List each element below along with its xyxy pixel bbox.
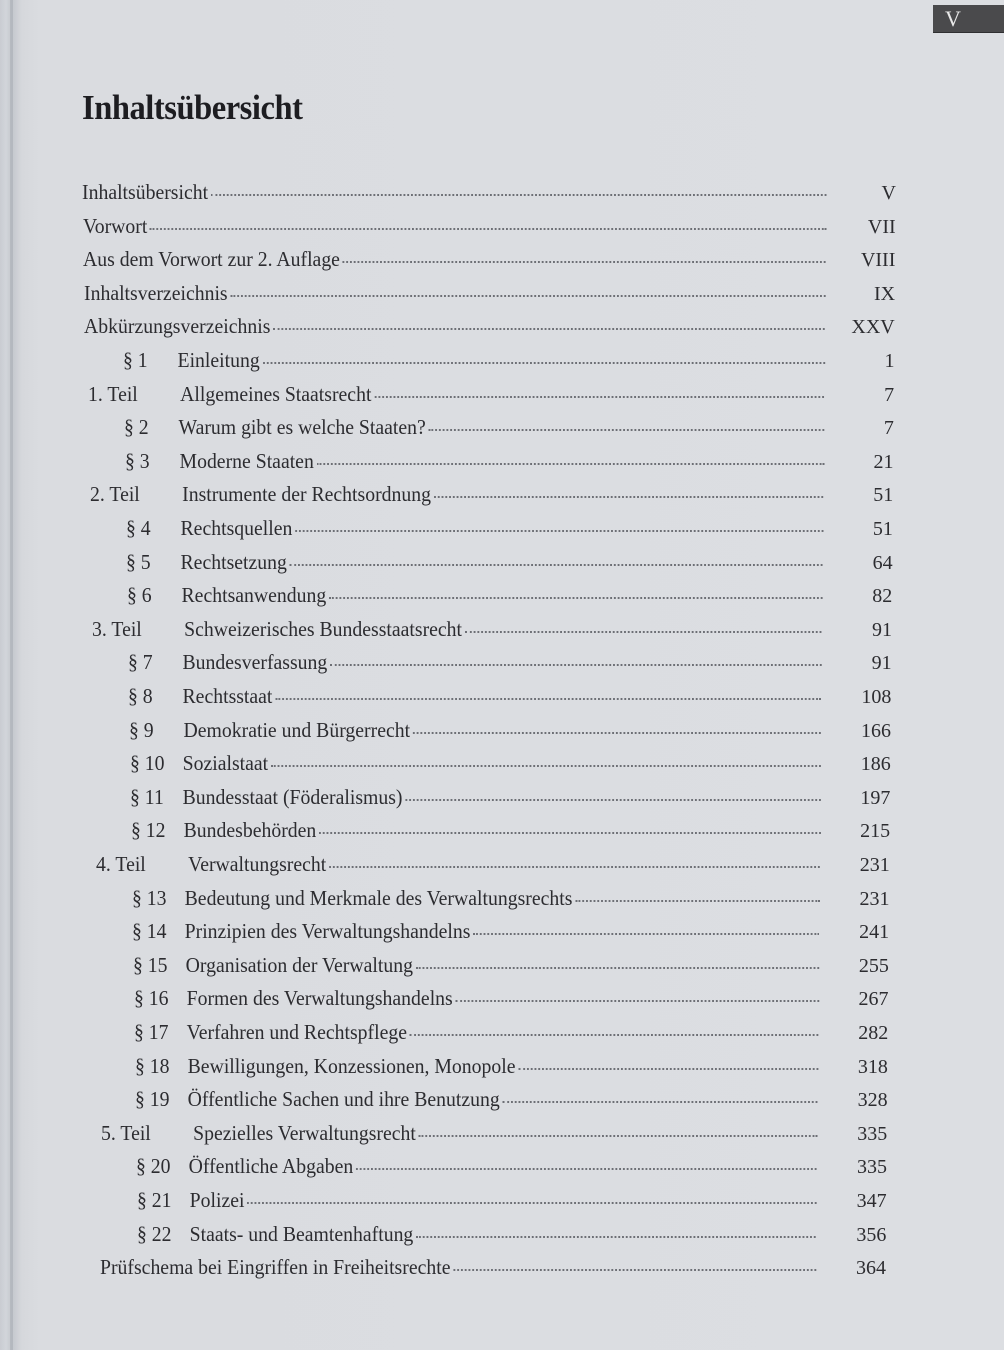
dotted-leader bbox=[150, 227, 826, 230]
toc-entry-title: Spezielles Verwaltungsrecht bbox=[192, 1120, 416, 1145]
toc-page-number: 267 bbox=[858, 988, 889, 1011]
dotted-leader bbox=[276, 697, 822, 700]
toc-entry[interactable] bbox=[100, 1255, 820, 1285]
toc-page-number: 335 bbox=[856, 1156, 887, 1179]
toc-part-entry[interactable] bbox=[92, 617, 826, 647]
toc-entry-number: § 21 bbox=[136, 1188, 172, 1212]
toc-entry-number: § 4 bbox=[125, 516, 151, 540]
dotted-leader bbox=[418, 1134, 817, 1137]
toc-page-number: XXV bbox=[851, 316, 895, 339]
toc-entry-title: Verfahren und Rechtspflege bbox=[186, 1020, 408, 1044]
toc-section-entry[interactable] bbox=[133, 953, 823, 983]
toc-page-number: 255 bbox=[858, 954, 889, 977]
toc-section-entry[interactable] bbox=[124, 415, 828, 445]
toc-entry-title: Instrumente der Rechtsordnung bbox=[182, 482, 432, 507]
dotted-leader bbox=[575, 899, 820, 902]
toc-entry-number: § 14 bbox=[132, 919, 167, 944]
toc-entry-title: Demokratie und Bürgerrecht bbox=[183, 717, 411, 742]
toc-entry-title: Rechtsanwendung bbox=[181, 583, 327, 608]
toc-entry-title: Bundesverfassung bbox=[182, 650, 328, 675]
toc-entry-title: Polizei bbox=[189, 1188, 245, 1212]
toc-page-number: 328 bbox=[857, 1089, 888, 1112]
toc-entry[interactable] bbox=[84, 314, 828, 344]
page-number: V bbox=[945, 6, 961, 31]
toc-section-entry[interactable] bbox=[128, 684, 825, 714]
dotted-leader bbox=[330, 663, 822, 666]
toc-part-entry[interactable] bbox=[96, 852, 823, 882]
toc-section-entry[interactable] bbox=[135, 1087, 821, 1117]
toc-page-number: 51 bbox=[872, 518, 893, 540]
toc-entry-title: Aus dem Vorwort zur 2. Auflage bbox=[83, 247, 341, 272]
toc-entry-title: Allgemeines Staatsrecht bbox=[180, 381, 372, 406]
toc-entry-title: Prinzipien des Verwaltungshandelns bbox=[185, 919, 471, 944]
dotted-leader bbox=[247, 1201, 817, 1204]
dotted-leader bbox=[262, 361, 824, 364]
toc-section-entry[interactable] bbox=[129, 718, 825, 748]
dotted-leader bbox=[343, 260, 826, 263]
page-title: Inhaltsübersicht bbox=[82, 88, 303, 127]
toc-entry-number: § 19 bbox=[135, 1087, 170, 1112]
dotted-leader bbox=[474, 932, 820, 935]
toc-entry-number: 1. Teil bbox=[88, 381, 139, 406]
toc-part-entry[interactable] bbox=[90, 482, 827, 512]
dotted-leader bbox=[316, 462, 824, 465]
toc-entry[interactable] bbox=[83, 214, 830, 244]
toc-page-number: 82 bbox=[872, 585, 893, 608]
dotted-leader bbox=[211, 193, 826, 196]
toc-entry-title: Inhaltsübersicht bbox=[82, 180, 209, 204]
toc-entry-number: § 11 bbox=[130, 784, 164, 809]
toc-entry-title: Rechtsstaat bbox=[182, 684, 273, 708]
toc-section-entry[interactable] bbox=[134, 1020, 822, 1050]
toc-entry-number: § 6 bbox=[126, 583, 152, 608]
toc-entry-number: § 8 bbox=[128, 684, 154, 708]
toc-entry-number: § 5 bbox=[126, 549, 151, 574]
dotted-leader bbox=[410, 1033, 819, 1036]
toc-page-number: 241 bbox=[859, 921, 890, 944]
toc-section-entry[interactable] bbox=[132, 919, 823, 949]
toc-page-number: V bbox=[881, 182, 896, 204]
toc-entry-number: § 9 bbox=[129, 717, 154, 742]
dotted-leader bbox=[455, 999, 819, 1002]
toc-entry-number: § 7 bbox=[127, 650, 153, 675]
dotted-leader bbox=[413, 731, 821, 734]
toc-page-number: IX bbox=[873, 282, 896, 305]
toc-entry-number: § 10 bbox=[129, 751, 165, 776]
toc-page-number: VIII bbox=[860, 249, 896, 272]
toc-page-number: 282 bbox=[858, 1022, 889, 1044]
toc-section-entry[interactable] bbox=[130, 751, 825, 781]
toc-page-number: 231 bbox=[859, 887, 890, 910]
toc-entry-title: Bundesbehörden bbox=[183, 818, 316, 843]
toc-page-number: 1 bbox=[884, 350, 895, 372]
dotted-leader bbox=[273, 327, 825, 330]
toc-section-entry[interactable] bbox=[137, 1188, 821, 1218]
toc-entry-title: Inhaltsverzeichnis bbox=[83, 280, 228, 305]
dotted-leader bbox=[518, 1067, 818, 1070]
toc-entry-title: Staats- und Beamtenhaftung bbox=[190, 1221, 414, 1246]
toc-entry-number: § 3 bbox=[124, 448, 150, 473]
toc-page-number: 364 bbox=[856, 1257, 886, 1280]
toc-entry-title: Schweizerisches Bundesstaatsrecht bbox=[184, 616, 463, 641]
toc-page-number: 166 bbox=[861, 719, 891, 742]
toc-page-number: 64 bbox=[872, 551, 893, 574]
toc-page-number: 91 bbox=[871, 618, 892, 641]
toc-entry-number: 2. Teil bbox=[90, 482, 140, 507]
toc-entry-number: 4. Teil bbox=[96, 852, 147, 876]
toc-page-number: 347 bbox=[856, 1190, 887, 1212]
toc-section-entry[interactable] bbox=[130, 785, 824, 815]
toc-entry[interactable] bbox=[83, 247, 829, 277]
toc-entry-title: Öffentliche Abgaben bbox=[188, 1154, 354, 1179]
toc-entry-number: 5. Teil bbox=[100, 1120, 151, 1145]
toc-page-number: 7 bbox=[884, 383, 895, 406]
toc-section-entry[interactable] bbox=[134, 986, 823, 1016]
toc-section-entry[interactable] bbox=[123, 348, 829, 378]
page-number-tab bbox=[933, 5, 1004, 32]
toc-entry-title: Rechtsetzung bbox=[180, 549, 288, 574]
toc-section-entry[interactable] bbox=[128, 650, 826, 680]
toc-entry-number: § 22 bbox=[137, 1221, 172, 1246]
dotted-leader bbox=[329, 865, 820, 868]
toc-section-entry[interactable] bbox=[135, 1054, 822, 1084]
toc-section-entry[interactable] bbox=[125, 449, 828, 479]
toc-entry-title: Rechtsquellen bbox=[180, 516, 292, 540]
toc-entry-number: § 17 bbox=[134, 1020, 169, 1044]
toc-section-entry[interactable] bbox=[126, 516, 827, 546]
toc-entry-number: § 18 bbox=[134, 1053, 170, 1078]
toc-section-entry[interactable] bbox=[137, 1222, 820, 1252]
toc-entry-number: § 20 bbox=[136, 1154, 171, 1179]
toc-page-number: VII bbox=[867, 215, 896, 238]
dotted-leader bbox=[503, 1100, 818, 1103]
dotted-leader bbox=[405, 798, 820, 801]
toc-entry-number: § 13 bbox=[131, 885, 167, 910]
toc-page-number: 51 bbox=[873, 484, 894, 507]
toc-entry-number: § 1 bbox=[122, 348, 148, 372]
dotted-leader bbox=[329, 596, 823, 599]
toc-entry-title: Vorwort bbox=[82, 213, 147, 238]
dotted-leader bbox=[295, 529, 823, 532]
toc-entry-title: Bedeutung und Merkmale des Verwaltungsrechts bbox=[184, 885, 573, 910]
toc-entry-title: Öffentliche Sachen und ihre Benutzung bbox=[187, 1087, 500, 1112]
toc-page-number: 231 bbox=[859, 854, 890, 876]
toc-page-number: 21 bbox=[873, 450, 894, 473]
toc-page-number: 91 bbox=[871, 652, 892, 675]
toc-part-entry[interactable] bbox=[88, 382, 828, 412]
toc-entry-title: Abkürzungsverzeichnis bbox=[84, 314, 271, 339]
dotted-leader bbox=[429, 428, 825, 431]
page-gutter-shadow bbox=[10, 0, 13, 1350]
toc-entry-title: Bewilligungen, Konzessionen, Monopole bbox=[187, 1053, 516, 1078]
dotted-leader bbox=[271, 764, 821, 767]
toc-page-number: 197 bbox=[860, 786, 891, 809]
toc-page-number: 186 bbox=[860, 753, 891, 776]
dotted-leader bbox=[230, 294, 825, 297]
dotted-leader bbox=[434, 495, 824, 498]
toc-section-entry[interactable] bbox=[127, 583, 826, 613]
toc-entry-number: 3. Teil bbox=[92, 616, 143, 641]
toc-entry-title: Einleitung bbox=[177, 348, 260, 372]
dotted-leader bbox=[375, 395, 825, 398]
toc-section-entry[interactable] bbox=[131, 818, 824, 848]
toc-page-number: 335 bbox=[857, 1122, 888, 1145]
toc-part-entry[interactable] bbox=[101, 1121, 821, 1151]
toc-section-entry[interactable] bbox=[132, 886, 824, 916]
toc-entry-title: Moderne Staaten bbox=[179, 448, 314, 473]
toc-entry-title: Verwaltungsrecht bbox=[188, 852, 327, 876]
dotted-leader bbox=[319, 831, 820, 834]
toc-page-number: 108 bbox=[861, 686, 892, 708]
toc-entry-title: Prüfschema bei Eingriffen in Freiheitsrechte bbox=[100, 1255, 451, 1280]
toc-page-number: 356 bbox=[856, 1223, 887, 1246]
dotted-leader bbox=[453, 1268, 816, 1271]
toc-entry-number: § 16 bbox=[133, 986, 169, 1011]
dotted-leader bbox=[356, 1167, 817, 1170]
dotted-leader bbox=[417, 1235, 817, 1238]
toc-section-entry[interactable] bbox=[136, 1154, 821, 1184]
toc-entry-title: Sozialstaat bbox=[182, 751, 268, 776]
toc-entry[interactable] bbox=[82, 180, 830, 210]
dotted-leader bbox=[465, 630, 822, 633]
toc-entry-title: Formen des Verwaltungshandelns bbox=[186, 986, 453, 1011]
toc-page-number: 318 bbox=[857, 1055, 888, 1078]
toc-entry[interactable] bbox=[84, 281, 829, 311]
toc-page-number: 7 bbox=[883, 417, 894, 440]
toc-entry-number: § 2 bbox=[123, 415, 149, 440]
toc-entry-number: § 15 bbox=[132, 952, 168, 977]
toc-entry-title: Organisation der Verwaltung bbox=[185, 952, 413, 977]
dotted-leader bbox=[416, 966, 819, 969]
toc-section-entry[interactable] bbox=[126, 550, 826, 580]
toc-page-number: 215 bbox=[860, 820, 891, 843]
toc-entry-number: § 12 bbox=[130, 818, 166, 843]
toc-entry-title: Bundesstaat (Föderalismus) bbox=[182, 784, 403, 809]
toc-entry-title: Warum gibt es welche Staaten? bbox=[178, 415, 426, 440]
dotted-leader bbox=[290, 563, 823, 566]
